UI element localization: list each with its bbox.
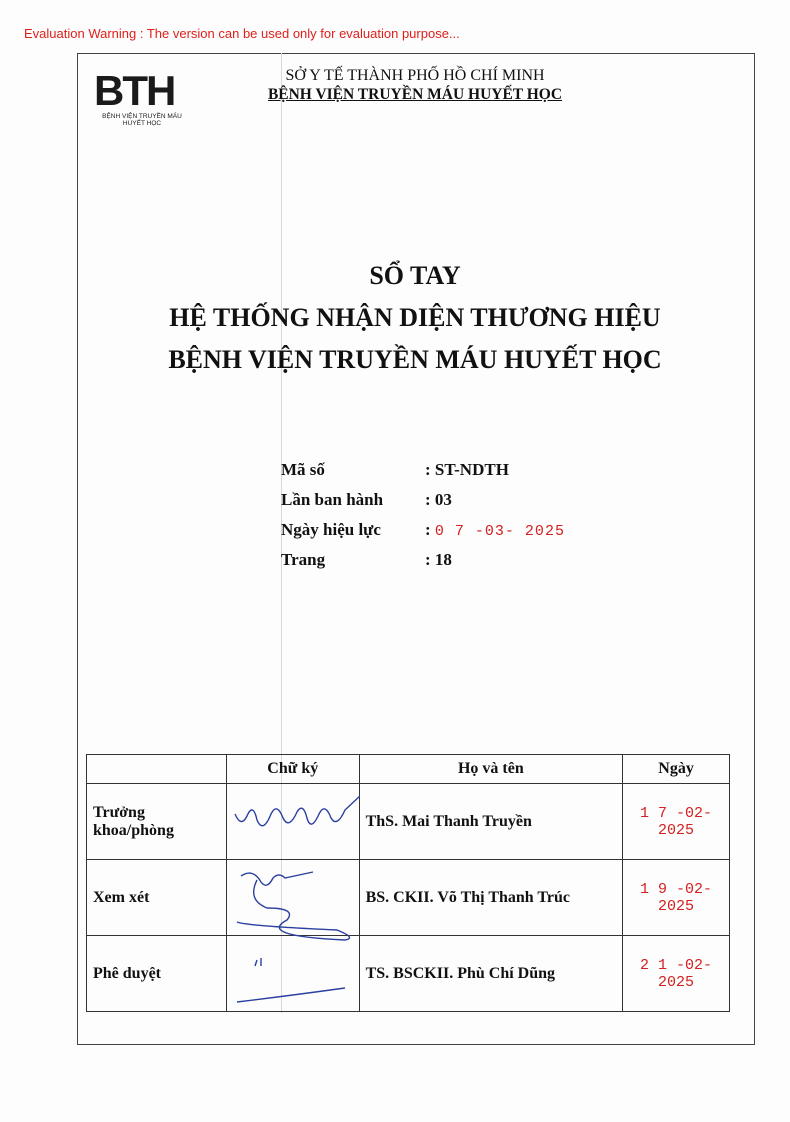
- column-header: Họ và tên: [359, 755, 623, 784]
- meta-value: :: [425, 520, 431, 539]
- table-row: [87, 860, 730, 936]
- signature-2-icon: [227, 860, 360, 935]
- column-header: [87, 755, 227, 784]
- header-department: SỞ Y TẾ THÀNH PHỐ HỒ CHÍ MINH: [285, 67, 545, 84]
- date-cell: 2 1 -02- 2025: [623, 936, 730, 1012]
- column-header: Ngày: [623, 755, 730, 784]
- logo-subtitle-line2: HUYẾT HỌC: [122, 120, 162, 127]
- table-row: [87, 936, 730, 1012]
- signature-3-icon: [227, 936, 360, 1011]
- meta-label: Lần ban hành: [281, 490, 384, 509]
- logo-subtitle-line1: BỆNH VIỆN TRUYỀN MÁU: [102, 113, 182, 120]
- document-header: [240, 66, 590, 104]
- meta-value: : 03: [425, 490, 452, 509]
- name-cell: TS. BSCKII. Phù Chí Dũng: [359, 936, 623, 1012]
- date-cell: 1 7 -02- 2025: [623, 784, 730, 860]
- title-line-2: HỆ THỐNG NHẬN DIỆN THƯƠNG HIỆU: [169, 303, 661, 332]
- signature-cell: [226, 936, 359, 1012]
- signature-cell: [226, 784, 359, 860]
- document-title: [90, 255, 740, 381]
- table-row: [87, 784, 730, 860]
- meta-value-wrapper: [425, 520, 565, 540]
- table-header-row: [87, 755, 730, 784]
- signature-cell: [226, 860, 359, 936]
- logo-letters: BTH: [94, 67, 175, 114]
- date-cell: 1 9 -02- 2025: [623, 860, 730, 936]
- title-line-3: BỆNH VIỆN TRUYỀN MÁU HUYẾT HỌC: [168, 345, 662, 374]
- logo-subtitle: [94, 113, 190, 127]
- signature-1-icon: [227, 784, 360, 859]
- name-cell: ThS. Mai Thanh Truyền: [359, 784, 623, 860]
- evaluation-warning: Evaluation Warning : The version can be used only for evaluation purpose...: [24, 26, 460, 41]
- meta-value: : 18: [425, 550, 452, 569]
- meta-value: : ST-NDTH: [425, 460, 509, 479]
- role-cell: Xem xét: [87, 860, 227, 936]
- meta-label: Trang: [281, 550, 326, 569]
- title-line-1: SỔ TAY: [369, 261, 461, 290]
- date-stamp: 0 7 -03- 2025: [434, 523, 565, 540]
- column-header: Chữ ký: [226, 755, 359, 784]
- meta-label: Mã số: [281, 460, 325, 479]
- meta-label: Ngày hiệu lực: [281, 520, 381, 539]
- hospital-logo: [94, 67, 190, 132]
- role-cell: Trưởng khoa/phòng: [87, 784, 227, 860]
- name-cell: BS. CKII. Võ Thị Thanh Trúc: [359, 860, 623, 936]
- approval-table: [86, 754, 730, 1012]
- role-cell: Phê duyệt: [87, 936, 227, 1012]
- header-hospital: BỆNH VIỆN TRUYỀN MÁU HUYẾT HỌC: [267, 86, 563, 103]
